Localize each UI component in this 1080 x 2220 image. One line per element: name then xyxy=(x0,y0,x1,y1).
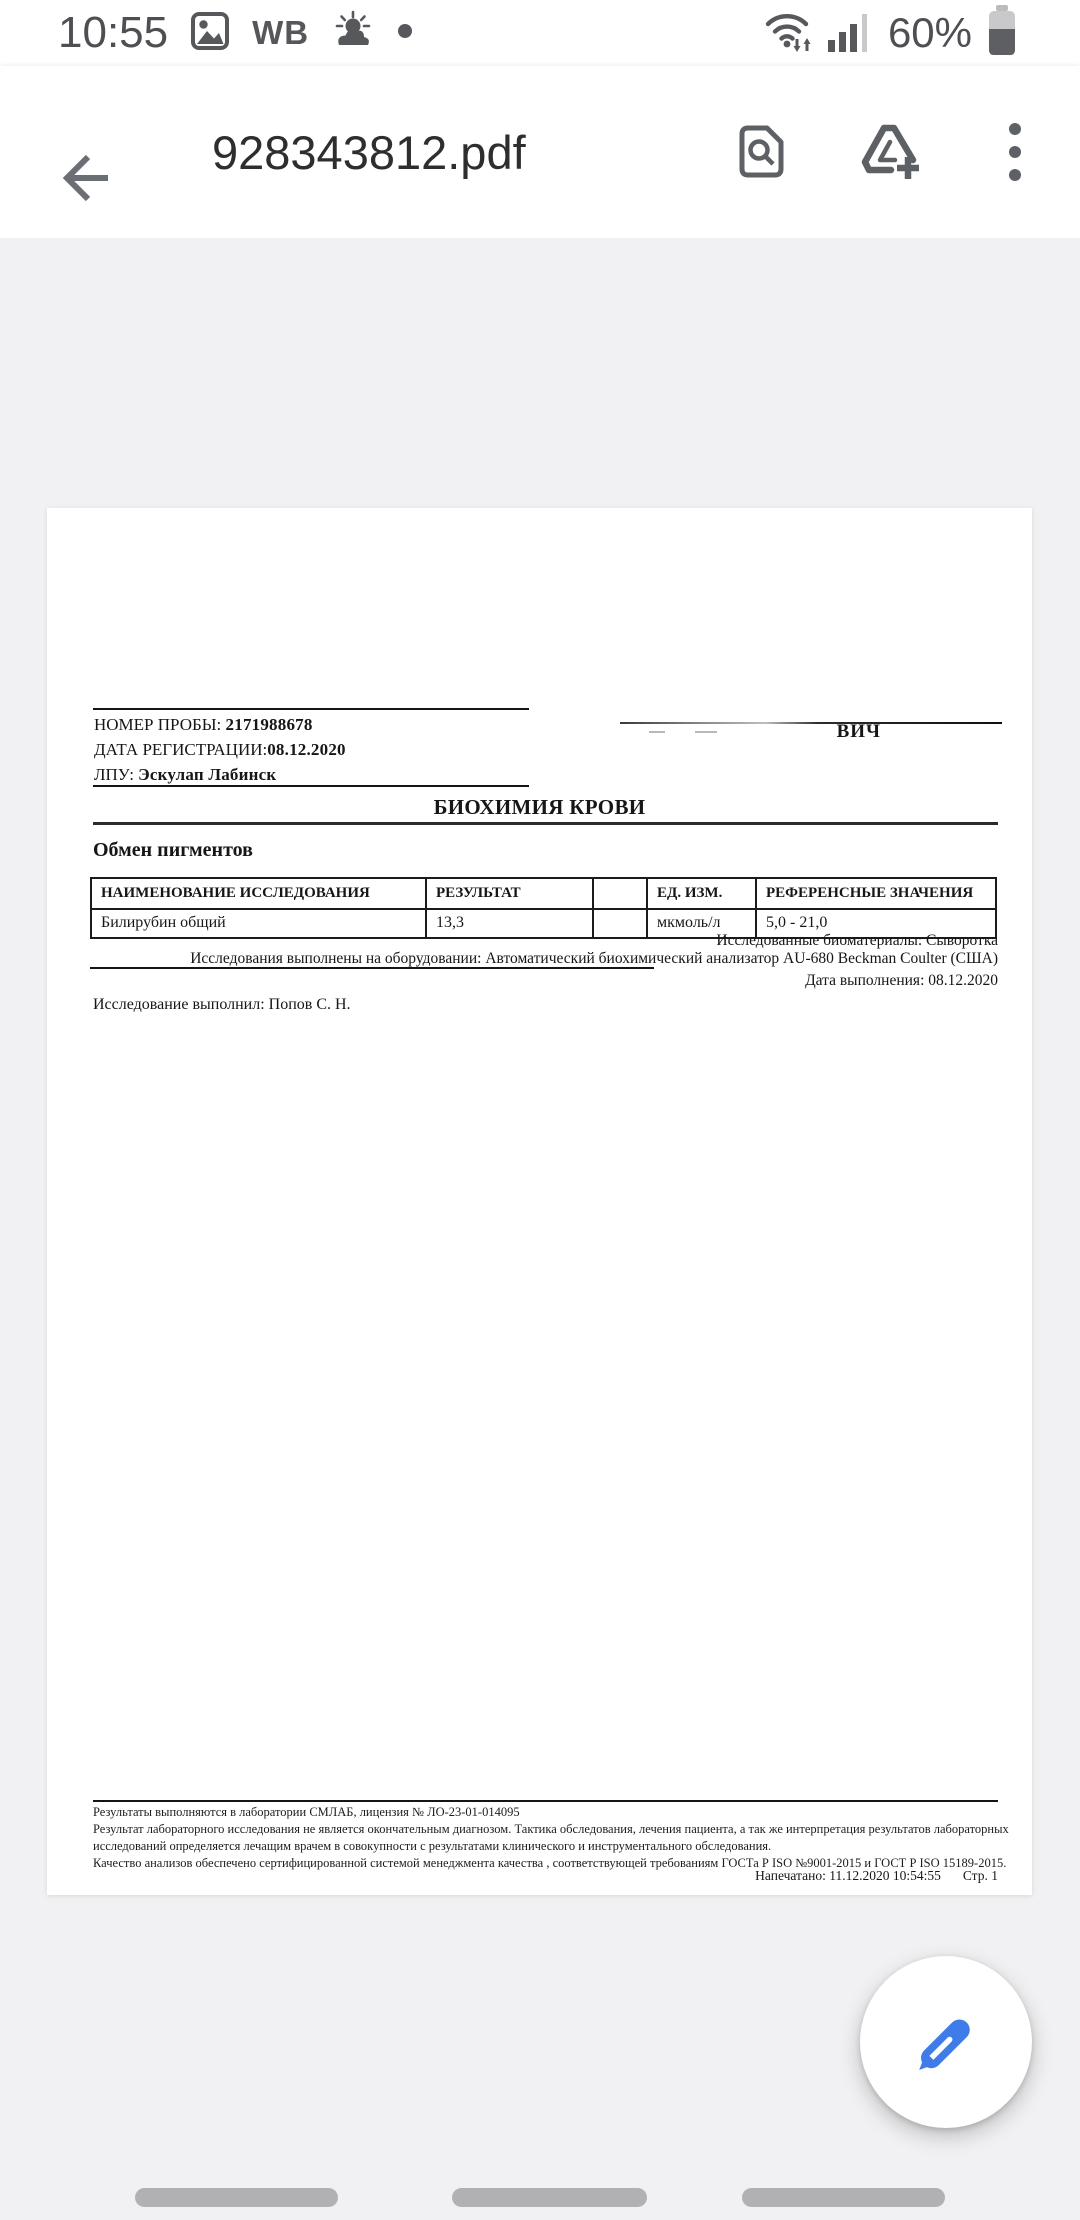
cell-units: мкмоль/л xyxy=(647,909,756,938)
results-table xyxy=(90,877,997,939)
col-result: РЕЗУЛЬТАТ xyxy=(426,878,593,909)
battery-icon xyxy=(986,5,1018,62)
overflow-menu-icon xyxy=(1008,121,1022,183)
gallery-icon xyxy=(190,11,230,56)
add-to-drive-button[interactable] xyxy=(854,117,924,187)
performed-by-line: Исследование выполнил: Попов С. Н. xyxy=(93,996,351,1013)
pdf-canvas-area xyxy=(0,238,1080,2220)
rule-header-top xyxy=(93,708,529,710)
rule-footer xyxy=(93,1800,998,1802)
rule-header-bottom xyxy=(93,785,529,787)
cell-reference: 5,0 - 21,0 xyxy=(756,909,996,938)
back-button[interactable] xyxy=(56,148,116,208)
rule-redacted-name xyxy=(620,722,1002,724)
printed-timestamp: Напечатано: 11.12.2020 10:54:55 xyxy=(755,1868,941,1883)
document-title: 928343812.pdf xyxy=(212,125,526,179)
biomaterials-line: Исследованные биоматериалы: Сыворотка xyxy=(716,932,998,949)
sample-number-line: НОМЕР ПРОБЫ: 2171988678 xyxy=(94,715,313,734)
rule-under-title xyxy=(93,822,998,825)
cell-test-name: Билирубин общий xyxy=(91,909,426,938)
notification-dot-icon xyxy=(397,23,413,44)
wifi-icon xyxy=(764,7,814,60)
report-title: БИОХИМИЯ КРОВИ xyxy=(433,795,646,819)
col-reference: РЕФЕРЕНСНЫЕ ЗНАЧЕНИЯ xyxy=(756,878,996,909)
weather-icon xyxy=(331,9,375,58)
wb-notification-badge: WB xyxy=(252,14,310,51)
nav-recents-pill[interactable] xyxy=(135,2188,338,2207)
redaction-artifact xyxy=(695,731,717,733)
footer-line: Качество анализов обеспечено сертифицированной системой менеджмента качества , соответствующей требованиям ГОСТа Р ISO №9001-2015 и ГОСТ Р ISO 15189-2015. xyxy=(93,1856,1007,1870)
pdf-page xyxy=(47,508,1032,1895)
col-test-name: НАИМЕНОВАНИЕ ИССЛЕДОВАНИЯ xyxy=(91,878,426,909)
equipment-line: Исследования выполнены на оборудовании: Автоматический биохимический анализатор AU-680 Beckman Coulter (США) xyxy=(190,950,998,967)
footer-line: Результаты выполняются в лаборатории СМЛАБ, лицензия № ЛО-23-01-014095 xyxy=(93,1805,520,1819)
cell-result: 13,3 xyxy=(426,909,593,938)
redacted-name-fragment: ВИЧ xyxy=(836,724,881,740)
col-flag xyxy=(593,878,647,909)
find-in-document-icon xyxy=(734,123,792,181)
table-header-row xyxy=(91,878,996,909)
page-number: Стр. 1 xyxy=(962,1868,998,1883)
nav-back-pill[interactable] xyxy=(742,2188,945,2207)
nav-home-pill[interactable] xyxy=(452,2188,647,2207)
registration-date-line: ДАТА РЕГИСТРАЦИИ:08.12.2020 xyxy=(94,740,346,759)
status-bar xyxy=(0,0,1080,66)
clock: 10:55 xyxy=(58,8,169,57)
edit-pencil-icon xyxy=(907,2003,985,2081)
footer-line: исследований определяется лечащим врачем в совокупности с результатами клинического и инструментального обследования. xyxy=(93,1839,772,1853)
signal-strength-icon xyxy=(828,8,870,59)
back-arrow-icon xyxy=(56,148,116,208)
redaction-artifact xyxy=(649,731,665,733)
date-performed-line: Дата выполнения: 08.12.2020 xyxy=(805,972,998,989)
col-units: ЕД. ИЗМ. xyxy=(647,878,756,909)
printed-line xyxy=(93,1868,998,1884)
sample-header xyxy=(94,712,346,787)
edit-fab-button[interactable] xyxy=(860,1956,1032,2128)
clinic-line: ЛПУ: Эскулап Лабинск xyxy=(94,765,277,784)
add-to-drive-icon xyxy=(857,120,921,184)
rule-under-equipment xyxy=(90,967,654,969)
section-heading: Обмен пигментов xyxy=(93,839,253,861)
pdf-viewer-toolbar xyxy=(0,66,1080,238)
overflow-menu-button[interactable] xyxy=(980,117,1050,187)
find-in-document-button[interactable] xyxy=(728,117,798,187)
footer-line: Результат лабораторного исследования не является окончательным диагнозом. Тактика обследования, лечения пациента, а так же интерпретация результатов лабораторных xyxy=(93,1822,1009,1836)
battery-percent: 60% xyxy=(887,9,972,56)
